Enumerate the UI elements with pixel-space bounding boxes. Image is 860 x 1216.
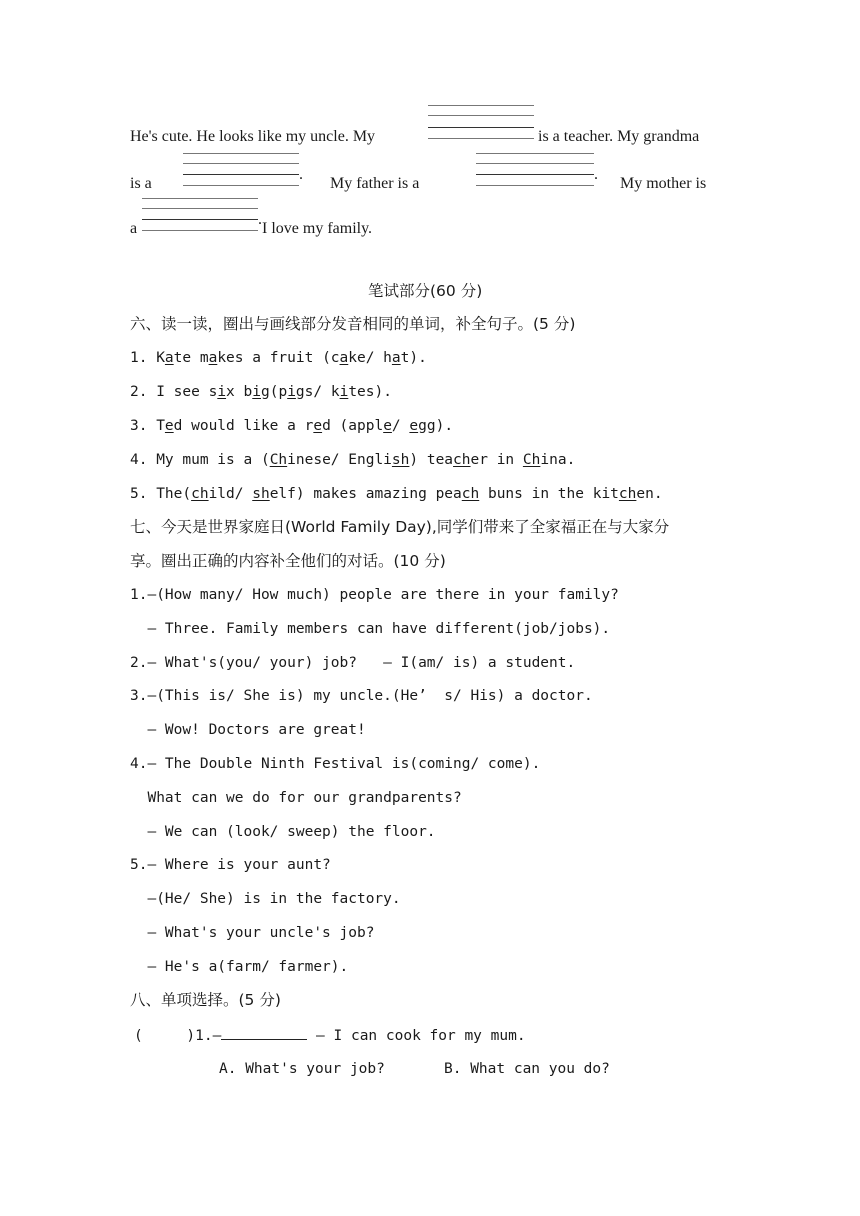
fill-line-3b: I love my family. — [262, 220, 373, 237]
fill-dot-1: . — [299, 166, 303, 183]
underlined-sound: Ch — [522, 452, 541, 468]
dialogue-line: — Wow! Doctors are great! — [130, 722, 366, 739]
phonics-item-1 — [130, 348, 427, 368]
answer-bracket: ( )1.— — [134, 1028, 222, 1044]
sentence-text: d (appl — [322, 418, 384, 434]
sentence-text: x b — [226, 384, 253, 400]
fill-line-1 — [130, 127, 375, 147]
underlined-sound: ch — [461, 486, 480, 502]
dialogue-line: —(He/ She) is in the factory. — [130, 891, 401, 908]
sentence-text: t). — [400, 350, 427, 366]
dialogue-line: — We can (look/ sweep) the floor. — [130, 823, 436, 840]
section-8-title: 八、单项选择。(5 分) — [130, 991, 281, 1009]
underlined-sound: ch — [618, 486, 637, 502]
sentence-text: 1. K — [130, 350, 165, 366]
sentence-text: / — [391, 418, 410, 434]
underlined-sound: sh — [391, 452, 410, 468]
phonics-item-4 — [130, 450, 575, 470]
sentence-text: kes a fruit (c — [217, 350, 340, 366]
section-7-title-line-2: 享。圈出正确的内容补全他们的对话。(10 分) — [130, 552, 446, 570]
underlined-sound: a — [164, 350, 174, 366]
sentence-text: 5. The( — [130, 486, 192, 502]
fill-line-2c: My mother is — [620, 175, 707, 192]
sentence-text: ild/ — [208, 486, 253, 502]
option-a[interactable]: A. What's your job? — [219, 1061, 385, 1077]
question-1 — [134, 1025, 526, 1046]
dialogue-line: What can we do for our grandparents? — [130, 789, 462, 806]
written-part-heading: 笔试部分(60 分) — [368, 282, 483, 300]
underlined-sound: Ch — [269, 452, 288, 468]
dialogue-line: 5.— Where is your aunt? — [130, 857, 331, 874]
dialogue-line: 4.— The Double Ninth Festival is(coming/ come). — [130, 756, 541, 772]
sentence-text: tes). — [348, 384, 392, 400]
sentence-text: elf) makes amazing pea — [269, 486, 462, 502]
sentence-text: buns in the kit — [479, 486, 619, 502]
fill-dot-2: . — [594, 166, 598, 183]
underlined-sound: e — [164, 418, 174, 434]
underlined-sound: i — [339, 384, 349, 400]
sentence-text: gs/ k — [295, 384, 340, 400]
phonics-item-2 — [130, 382, 392, 402]
text: He's cute. He looks like my uncle. My — [130, 128, 376, 145]
underlined-sound: a — [208, 350, 218, 366]
answer-blank[interactable] — [221, 1025, 307, 1040]
sentence-text: 4. My mum is a ( — [130, 452, 270, 468]
sentence-text: te m — [173, 350, 209, 366]
option-b[interactable]: B. What can you do? — [444, 1061, 610, 1077]
underlined-sound: sh — [252, 486, 270, 502]
sentence-text: gg). — [418, 418, 454, 434]
underlined-sound: i — [217, 384, 227, 400]
dialogue-line: 1.—(How many/ How much) people are there in your family? — [130, 587, 619, 603]
underlined-sound: e — [383, 418, 392, 434]
underlined-sound: e — [313, 418, 323, 434]
sentence-text: g(p — [260, 384, 288, 400]
underlined-sound: a — [391, 350, 401, 366]
sentence-text: ) tea — [409, 452, 454, 468]
dialogue-line: — What's your uncle's job? — [130, 925, 375, 941]
sentence-text: d would like a r — [173, 418, 314, 434]
dialogue-line: 3.—(This is/ She is) my uncle.(He’ s/ His) a doctor. — [130, 688, 593, 705]
sentence-text: ina. — [540, 452, 576, 468]
dialogue-line: 2.— What's(you/ your) job? — I(am/ is) a student. — [130, 654, 576, 671]
underlined-sound: ch — [453, 452, 471, 468]
fill-line-1-end: is a teacher. My grandma — [538, 128, 700, 145]
sentence-text: inese/ Engli — [287, 452, 392, 468]
phonics-item-3 — [130, 416, 453, 436]
question-1-text: — I can cook for my mum. — [307, 1028, 526, 1044]
underlined-sound: i — [252, 384, 261, 400]
fill-line-2a: is a — [130, 175, 152, 192]
section-7-title-line-1: 七、今天是世界家庭日(World Family Day),同学们带来了全家福正在与大家分 — [130, 518, 670, 536]
phonics-item-5 — [130, 484, 663, 504]
fill-line-2b: My father is a — [330, 175, 420, 192]
sentence-text: er in — [470, 452, 523, 468]
fill-dot-3: . — [258, 211, 262, 228]
dialogue-line: — Three. Family members can have different(job/jobs). — [130, 620, 611, 637]
sentence-text: 3. T — [130, 418, 165, 434]
underlined-sound: i — [287, 384, 296, 400]
section-6-title: 六、读一读，圈出与画线部分发音相同的单词，补全句子。(5 分) — [130, 315, 576, 333]
sentence-text: en. — [636, 486, 663, 502]
dialogue-line: — He's a(farm/ farmer). — [130, 958, 349, 975]
underlined-sound: ch — [191, 486, 209, 502]
underlined-sound: a — [339, 350, 349, 366]
underlined-sound: e — [409, 418, 419, 434]
sentence-text: ke/ h — [348, 350, 392, 366]
sentence-text: 2. I see s — [130, 384, 218, 400]
fill-line-3a: a — [130, 220, 138, 237]
